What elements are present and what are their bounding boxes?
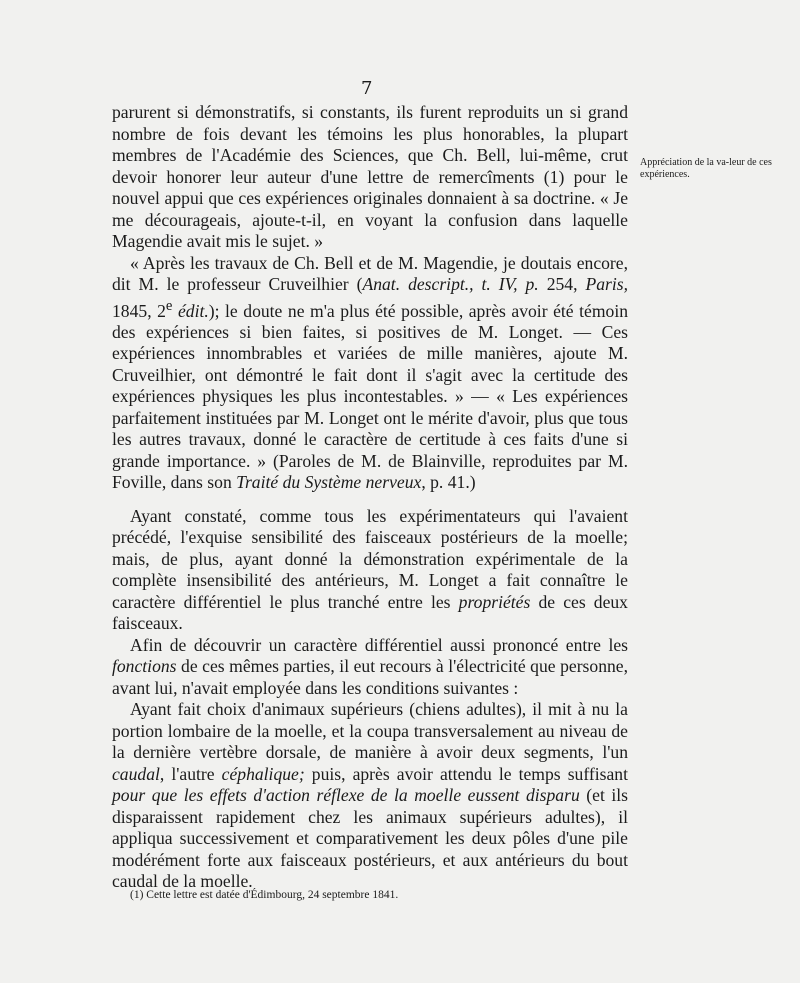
- p5-italic-1: caudal: [112, 763, 160, 784]
- p3-italic: propriétés: [458, 591, 531, 612]
- paragraph-4: [112, 635, 628, 700]
- p2-italic-2: Paris,: [585, 274, 628, 294]
- p2-text-d: ); le doute ne m'a plus été possible, après avoir été témoin des expériences si bien faites, si positives de M. Longet. — Ces expériences innombrables et variées de mille manières, ajoute M. Cruveilhier, ont démontré le fait dont il s'agit avec la certitude des expériences physiques les plus incontestables. » — « Les expériences parfaitement instituées par M. Longet ont le mérite d'avoir, plus que tous les autres travaux, donné le caractère de certitude à ces faits d'une si grande importance. » (Paroles de M. de Blainville, reproduites par M. Foville, dans son: [112, 300, 628, 493]
- p5-italic-2: céphalique;: [221, 763, 305, 784]
- p2-text-c: 1845, 2: [112, 300, 166, 321]
- p5-text-c: puis, après avoir attendu le temps suffisant: [304, 763, 628, 784]
- p5-italic-3: pour que les effets d'action réflexe de la moelle eussent disparu: [112, 785, 580, 806]
- p3-text-b: de ces deux faisceaux.: [112, 591, 628, 634]
- p5-text-d: (et ils disparaissent rapidement chez les animaux supérieurs adultes), il appliqua successivement et comparativement les deux pôles d'une pile modérément forte aux faisceaux postérieurs, et aux antérieurs du bout caudal de la moelle.: [112, 785, 628, 892]
- p2-text-b: 254,: [538, 274, 586, 294]
- p4-text-b: de ces mêmes parties, il eut recours à l'électricité que personne, avant lui, n'avait employée dans les conditions suivantes :: [112, 656, 628, 698]
- p5-text-b: , l'autre: [159, 763, 222, 784]
- paragraph-1: parurent si démonstratifs, si constants, ils furent reproduits un si grand nombre de fois devant les témoins les plus honorables, la plupart membres de l'Académie des Sciences, que Ch. Bell, lui-même, crut devoir honorer leur auteur d'une lettre de remercîments (1) pour le nouvel appui que ces expériences originales donnaient à sa doctrine. « Je me décourageais, ajoute-t-il, en voyant la confusion dans laquelle Magendie avait mis le sujet. »: [112, 102, 628, 251]
- body-text: [112, 102, 628, 893]
- p2-superscript: e: [165, 297, 173, 314]
- p2-text-e: , p. 41.): [421, 472, 476, 493]
- p2-text-a: « Après les travaux de Ch. Bell et de M. Magendie, je doutais encore, dit M. le professeur Cruveilhier (: [112, 252, 628, 294]
- p5-text-a: Ayant fait choix d'animaux supérieurs (chiens adultes), il mit à nu la portion lombaire de la moelle, et la coupa transversalement au niveau de la dernière vertèbre dorsale, de manière à avoir deux segments, l'un: [112, 699, 628, 763]
- p4-italic: fonctions: [112, 656, 177, 677]
- margin-note: Appréciation de la va-leur de ces expériences.: [640, 157, 772, 180]
- p4-text-a: Afin de découvrir un caractère différentiel aussi prononcé entre les: [130, 634, 628, 655]
- paragraph-2: [112, 253, 628, 494]
- paragraph-3: [112, 506, 628, 635]
- page-number: 7: [361, 78, 373, 99]
- p3-text-a: Ayant constaté, comme tous les expérimentateurs qui l'avaient précédé, l'exquise sensibilité des faisceaux postérieurs de la moelle; mais, de plus, ayant donné la démonstration expérimentale de la complète insensibilité des antérieurs, M. Longet a fait connaître le caractère différentiel le plus tranché entre les: [112, 505, 628, 612]
- footnote: (1) Cette lettre est datée d'Édimbourg, 24 septembre 1841.: [130, 889, 399, 901]
- paragraph-5: [112, 699, 628, 893]
- p2-italic-4: Traité du Système nerveux: [236, 472, 422, 493]
- p2-italic-3: édit.: [172, 300, 209, 321]
- p2-italic-1: Anat. descript., t. IV, p.: [362, 274, 539, 294]
